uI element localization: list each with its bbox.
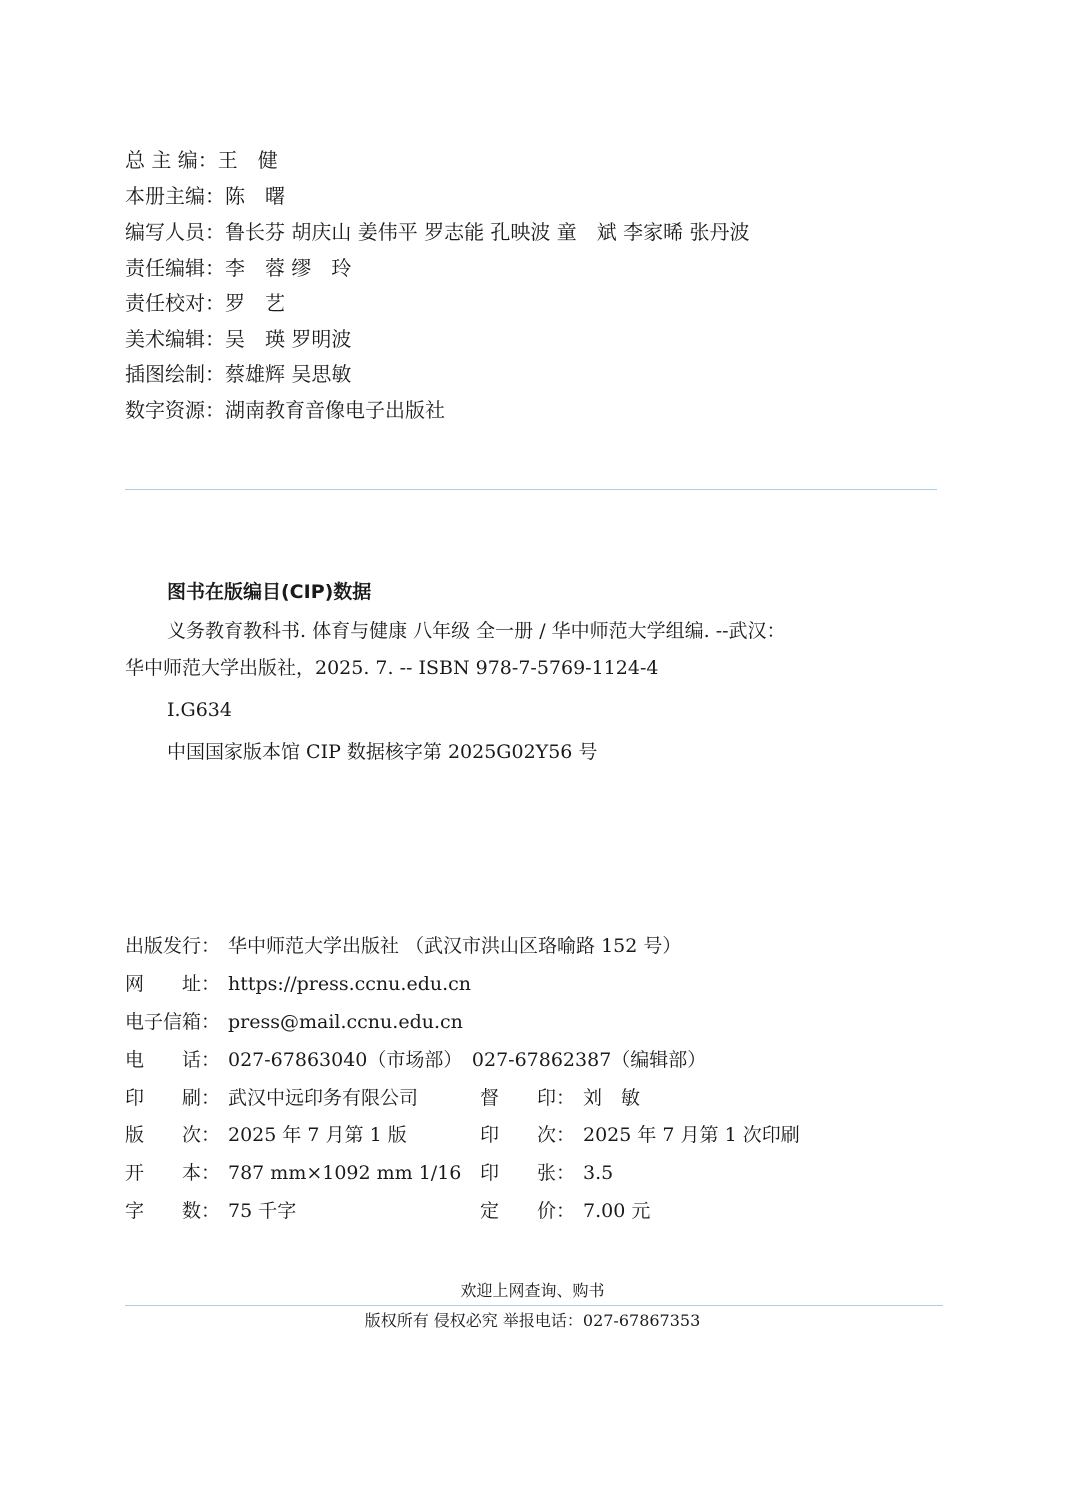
cip-line: 华中师范大学出版社，2025. 7. -- ISBN 978-7-5769-1124-4 <box>125 657 659 679</box>
phone-label: 电 话： <box>125 1049 221 1071</box>
credit-value: 吴 瑛 罗明波 <box>225 327 352 351</box>
printer-value: 武汉中远印务有限公司 <box>228 1087 419 1109</box>
sheets-label: 印 张： <box>480 1162 576 1184</box>
email-link[interactable]: press@mail.ccnu.edu.cn <box>228 1011 463 1033</box>
phone-value: 027-67863040（市场部） 027-67862387（编辑部） <box>228 1049 707 1071</box>
email-row <box>125 1010 463 1034</box>
credit-value: 湖南教育音像电子出版社 <box>225 398 445 422</box>
email-label: 电子信箱： <box>125 1011 221 1033</box>
supervisor-label: 督 印： <box>480 1087 576 1109</box>
credit-label: 美术编辑： <box>125 327 225 351</box>
credit-label: 责任校对： <box>125 291 225 315</box>
printer-row <box>125 1086 418 1110</box>
publisher-value: 华中师范大学出版社 （武汉市洪山区珞喻路 152 号） <box>228 935 682 957</box>
words-row <box>125 1199 296 1223</box>
publisher-label: 出版发行： <box>125 935 221 957</box>
credit-label: 数字资源： <box>125 398 225 422</box>
edition-value: 2025 年 7 月第 1 版 <box>228 1124 407 1146</box>
footer-divider <box>125 1305 943 1306</box>
credit-value: 李 蓉 缪 玲 <box>225 256 352 280</box>
format-row <box>125 1161 461 1185</box>
website-label: 网 址： <box>125 973 221 995</box>
supervisor-row <box>480 1086 640 1110</box>
words-label: 字 数： <box>125 1200 221 1222</box>
divider <box>125 489 937 490</box>
credit-row <box>125 327 351 351</box>
cip-line: 义务教育教科书. 体育与健康 八年级 全一册 / 华中师范大学组编. --武汉： <box>167 620 786 642</box>
footer-line: 版权所有 侵权必究 举报电话：027-67867353 <box>364 1311 701 1330</box>
words-value: 75 千字 <box>228 1200 297 1222</box>
credit-label: 编写人员： <box>125 220 225 244</box>
credit-row <box>125 291 285 315</box>
credit-label: 责任编辑： <box>125 256 225 280</box>
publisher-row <box>125 934 681 958</box>
credit-value: 蔡雄辉 吴思敏 <box>225 362 352 386</box>
credit-row <box>125 256 351 280</box>
phone-row <box>125 1048 706 1072</box>
format-label: 开 本： <box>125 1162 221 1184</box>
price-label: 定 价： <box>480 1200 576 1222</box>
credit-row <box>125 148 278 172</box>
website-link[interactable]: https://press.ccnu.edu.cn <box>228 973 472 995</box>
sheets-value: 3.5 <box>583 1162 614 1184</box>
credit-label: 总 主 编： <box>125 148 218 172</box>
format-value: 787 mm×1092 mm 1/16 <box>228 1162 462 1184</box>
credit-value: 陈 曙 <box>225 184 285 208</box>
edition-label: 版 次： <box>125 1124 221 1146</box>
credit-row <box>125 220 750 244</box>
footer-line: 欢迎上网查询、购书 <box>460 1281 605 1300</box>
cip-line: 中国国家版本馆 CIP 数据核字第 2025G02Y56 号 <box>167 741 598 763</box>
printer-label: 印 刷： <box>125 1087 221 1109</box>
credit-row <box>125 362 351 386</box>
credit-label: 插图绘制： <box>125 362 225 386</box>
credit-label: 本册主编： <box>125 184 225 208</box>
website-row <box>125 972 471 996</box>
cip-title: 图书在版编目(CIP)数据 <box>167 581 372 603</box>
impression-value: 2025 年 7 月第 1 次印刷 <box>583 1124 800 1146</box>
credit-value: 罗 艺 <box>225 291 285 315</box>
credit-row <box>125 398 445 422</box>
cip-line: Ⅰ.G634 <box>167 699 232 721</box>
price-value: 7.00 元 <box>583 1200 651 1222</box>
credit-value: 王 健 <box>217 148 278 172</box>
sheets-row <box>480 1161 613 1185</box>
impression-label: 印 次： <box>480 1124 576 1146</box>
edition-row <box>125 1123 407 1147</box>
supervisor-value: 刘 敏 <box>583 1087 641 1109</box>
credit-value: 鲁长芬 胡庆山 姜伟平 罗志能 孔映波 童 斌 李家晞 张丹波 <box>225 220 750 244</box>
price-row <box>480 1199 650 1223</box>
impression-row <box>480 1123 800 1147</box>
credit-row <box>125 184 285 208</box>
